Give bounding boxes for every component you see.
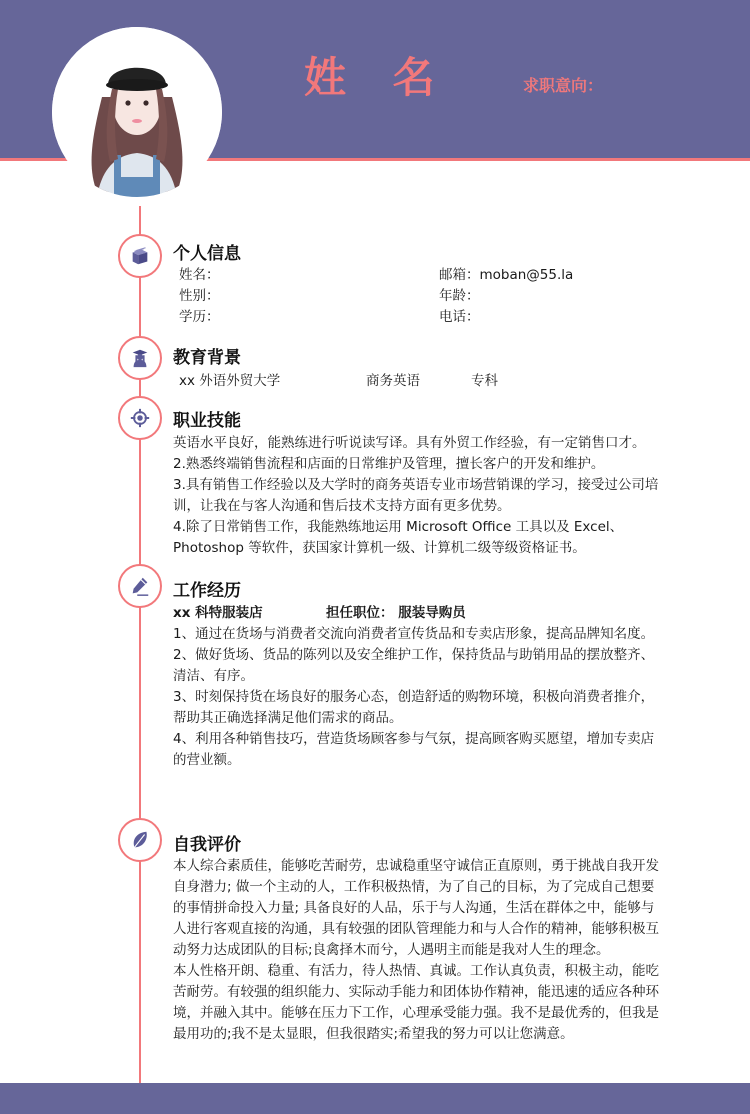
work-line: 1、通过在货场与消费者交流向消费者宣传货品和专卖店形象，提高品牌知名度。 xyxy=(173,626,655,642)
work-company: xx 科特服装店 xyxy=(173,605,263,621)
self-line: 境，并融入其中。能够在压力下工作，心理承受能力强。我不是最优秀的，但我是 xyxy=(173,1005,659,1021)
section-title-work: 工作经历 xyxy=(173,581,241,601)
work-line: 帮助其正确选择满足他们需求的商品。 xyxy=(173,710,403,726)
graduate-icon xyxy=(129,347,151,369)
section-icon-education xyxy=(118,336,162,380)
section-icon-personal xyxy=(118,234,162,278)
job-intent-label: 求职意向： xyxy=(523,76,604,95)
education-degree: 专科 xyxy=(471,373,498,389)
work-line: 2、做好货场、货品的陈列以及安全维护工作，保持货品与助销用品的摆放整齐、 xyxy=(173,647,655,663)
work-line: 4、利用各种销售技巧，营造货场顾客参与气氛，提高顾客购买愿望，增加专卖店 xyxy=(173,731,655,747)
work-line: 的营业额。 xyxy=(173,752,241,768)
self-line: 自身潜力; 做一个主动的人，工作积极热情，为了自己的目标，为了完成自己想要 xyxy=(173,879,655,895)
self-line: 的事情拼命投入力量; 具备良好的人品，乐于与人沟通，生活在群体之中，能够与 xyxy=(173,900,655,916)
target-icon xyxy=(129,407,151,429)
education-school: xx 外语外贸大学 xyxy=(179,373,281,389)
self-line: 人进行客观直接的沟通，具有较强的团队管理能力和与人合作的精神，能够积极互 xyxy=(173,921,659,937)
section-icon-work xyxy=(118,564,162,608)
self-line: 本人综合素质佳，能够吃苦耐劳，忠诚稳重坚守诚信正直原则，勇于挑战自我开发 xyxy=(173,858,659,874)
section-title-skills: 职业技能 xyxy=(173,411,241,431)
work-line: 清洁、有序。 xyxy=(173,668,254,684)
field-education: 学历： xyxy=(179,309,220,325)
work-position: 担任职位： 服装导购员 xyxy=(326,605,466,621)
skills-line: 英语水平良好，能熟练进行听说读写译。具有外贸工作经验，有一定销售口才。 xyxy=(173,435,646,451)
pencil-icon xyxy=(129,575,151,597)
footer-banner xyxy=(0,1083,750,1114)
field-age: 年龄： xyxy=(439,288,480,304)
candidate-name: 姓 名 xyxy=(304,53,451,102)
skills-line: 4.除了日常销售工作，我能熟练地运用 Microsoft Office 工具以及 Excel、 xyxy=(173,519,624,535)
section-title-education: 教育背景 xyxy=(173,348,241,368)
self-line: 苦耐劳。有较强的组织能力、实际动手能力和团体协作精神，能迅速的适应各种环 xyxy=(173,984,659,1000)
skills-list xyxy=(173,433,683,559)
skills-line: 训，让我在与客人沟通和售后技术支持方面有更多优势。 xyxy=(173,498,511,514)
section-title-self: 自我评价 xyxy=(173,835,241,855)
books-icon xyxy=(129,245,151,267)
self-line: 动努力达成团队的目标;良禽择木而兮，人遇明主而能是我对人生的理念。 xyxy=(173,942,610,958)
leaf-icon xyxy=(129,829,151,851)
self-evaluation xyxy=(173,856,683,1045)
skills-line: Photoshop 等软件，获国家计算机一级、计算机二级等级资格证书。 xyxy=(173,540,586,556)
field-phone: 电话： xyxy=(439,309,480,325)
field-email: 邮箱：moban@55.la xyxy=(439,267,574,283)
work-duties xyxy=(173,624,683,771)
skills-line: 2.熟悉终端销售流程和店面的日常维护及管理，擅长客户的开发和维护。 xyxy=(173,456,605,472)
section-title-personal: 个人信息 xyxy=(173,244,241,264)
skills-line: 3.具有销售工作经验以及大学时的商务英语专业市场营销课的学习，接受过公司培 xyxy=(173,477,659,493)
self-line: 最用功的;我不是太显眼，但我很踏实;希望我的努力可以让您满意。 xyxy=(173,1026,574,1042)
section-icon-self xyxy=(118,818,162,862)
self-line: 本人性格开朗、稳重、有活力，待人热情、真诚。工作认真负责，积极主动，能吃 xyxy=(173,963,659,979)
avatar-illustration xyxy=(52,27,222,197)
field-gender: 性别： xyxy=(179,288,220,304)
work-line: 3、时刻保持货在场良好的服务心态，创造舒适的购物环境，积极向消费者推介， xyxy=(173,689,655,705)
section-icon-skills xyxy=(118,396,162,440)
field-name: 姓名： xyxy=(179,267,220,283)
education-major: 商务英语 xyxy=(366,373,420,389)
avatar-photo xyxy=(52,27,222,197)
